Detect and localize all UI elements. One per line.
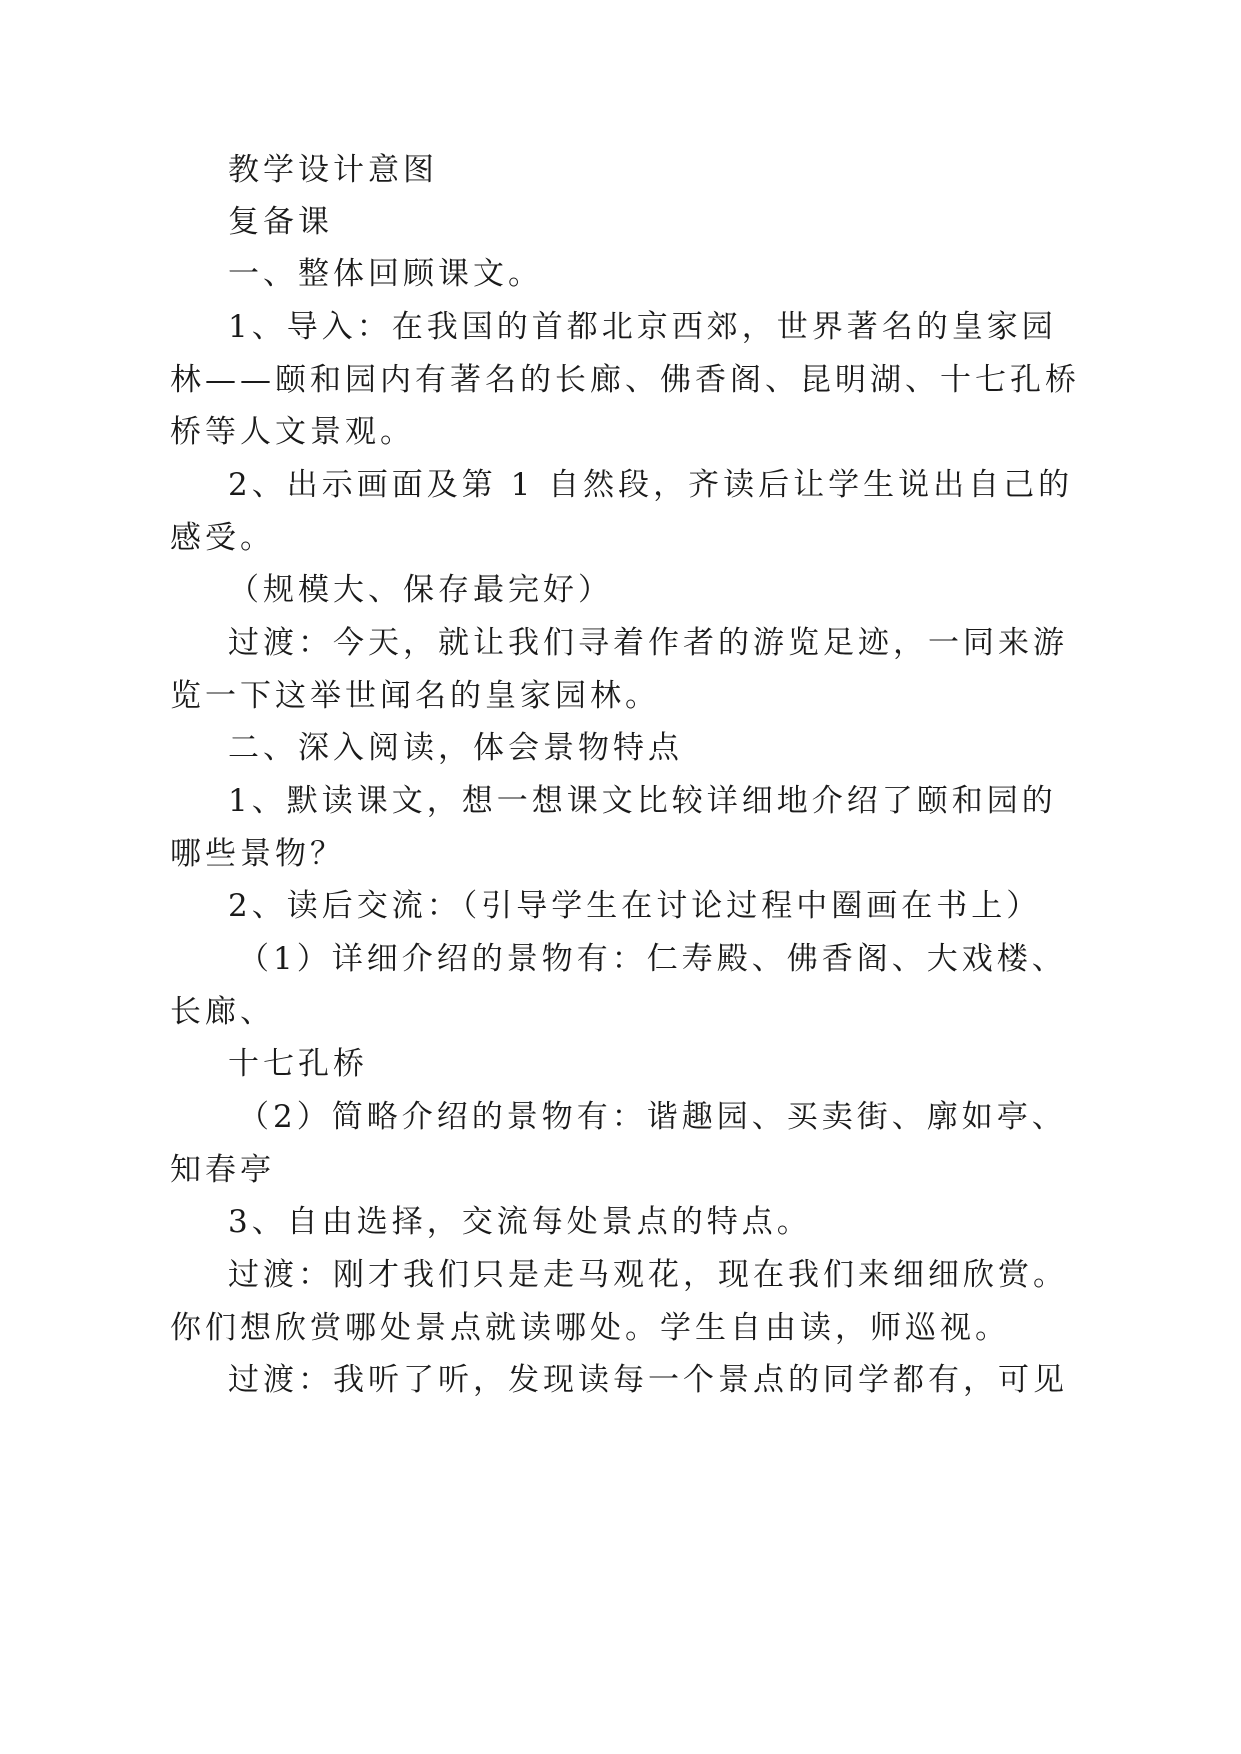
paragraph-line: 过渡：今天，就让我们寻着作者的游览足迹，一同来游 <box>228 625 1068 661</box>
paragraph-line: 1、导入：在我国的首都北京西郊，世界著名的皇家园 <box>228 309 1057 345</box>
paragraph-line: （1）详细介绍的景物有：仁寿殿、佛香阁、大戏楼、 <box>238 941 1067 977</box>
paragraph-line: 2、读后交流：（引导学生在讨论过程中圈画在书上） <box>228 888 1042 924</box>
paragraph-line: 你们想欣赏哪处景点就读哪处。学生自由读，师巡视。 <box>170 1310 1010 1346</box>
paragraph-line: （规模大、保存最完好） <box>228 572 613 608</box>
paragraph-line: 览一下这举世闻名的皇家园林。 <box>170 678 660 714</box>
heading-lesson-prep: 复备课 <box>228 204 333 240</box>
paragraph-line: 2、出示画面及第 1 自然段，齐读后让学生说出自己的 <box>228 467 1074 503</box>
paragraph-line: 感受。 <box>170 520 275 556</box>
paragraph-line: 哪些景物？ <box>170 836 345 872</box>
paragraph-line: 知春亭 <box>170 1152 275 1188</box>
paragraph-line: 过渡：我听了听，发现读每一个景点的同学都有，可见 <box>228 1362 1068 1398</box>
paragraph-line: 林——颐和园内有著名的长廊、佛香阁、昆明湖、十七孔桥 <box>170 362 1080 398</box>
paragraph-line: 桥等人文景观。 <box>170 414 415 450</box>
heading-design-intent: 教学设计意图 <box>228 152 438 188</box>
paragraph-line: 十七孔桥 <box>228 1046 368 1082</box>
paragraph-line: 1、默读课文，想一想课文比较详细地介绍了颐和园的 <box>228 783 1057 819</box>
paragraph-line: 长廊、 <box>170 994 275 1030</box>
paragraph-line: （2）简略介绍的景物有：谐趣园、买卖街、廓如亭、 <box>238 1099 1067 1135</box>
paragraph-line: 过渡：刚才我们只是走马观花，现在我们来细细欣赏。 <box>228 1257 1068 1293</box>
section-heading-2: 二、深入阅读，体会景物特点 <box>228 730 683 766</box>
paragraph-line: 3、自由选择，交流每处景点的特点。 <box>228 1204 812 1240</box>
section-heading-1: 一、整体回顾课文。 <box>228 256 543 292</box>
